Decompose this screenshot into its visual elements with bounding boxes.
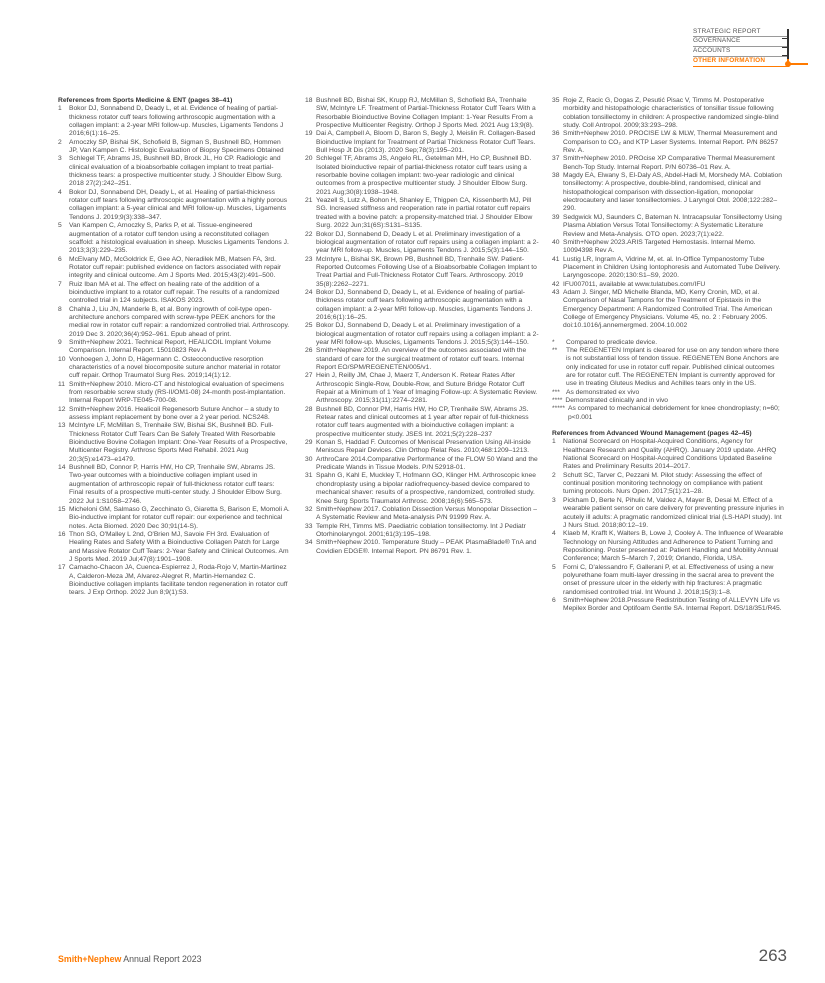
references-column-3 (552, 97, 784, 614)
reference-item (305, 197, 539, 230)
reference-number: 21 (305, 197, 313, 205)
reference-text: Sedgwick MJ, Saunders C, Bateman N. Intracapsular Tonsillectomy Using Plasma Ablation Versus Total Tonsillectomy: A Systematic Literature Review and Meta-Analysis. OTO open. 2023;7(1):e22. (563, 213, 782, 238)
reference-number: 1 (552, 438, 556, 446)
reference-text: Smith+Nephew 2018.Pressure Redistribution Testing of ALLEVYN Life vs Mepilex Border and Optifoam Gentle SA. Internal Report. DS/18/351/R45. (563, 596, 782, 613)
footnote-marker: *** (552, 388, 560, 396)
reference-text: Temple RH, Timms MS. Paediatric coblation tonsillectomy. Int J Pediatr Otorhinolaryngol. 2001;61(3):195–198. (316, 522, 526, 538)
reference-number: 10 (58, 355, 66, 363)
reference-text: Konan S, Haddad F. Outcomes of Meniscal Preservation Using All-inside Meniscus Repair Devices. Clin Orthop Relat Res. 2010;468:1209–1213. (316, 439, 531, 455)
footnote-text: As compared to mechanical debridement for knee chondroplasty; n=60; p<0.001 (568, 405, 780, 421)
reference-text: Schlegel TF, Abrams JS, Bushnell BD, Brock JL, Ho CP. Radiologic and clinical evaluation of a bioabsorbable collagen implant to treat partial-thickness tears: a prospective multicenter study. J Shoulder Elbow Surg. 2018 27(2):242–251. (69, 155, 283, 188)
reference-text: Smith+Nephew 2017. Coblation Dissection Versus Monopolar Dissection – A Systematic Review and Meta-analysis P/N 91999 Rev. A. (316, 505, 537, 522)
nav-active-dot (785, 61, 791, 67)
reference-number: 32 (305, 505, 313, 513)
reference-text: Smith+Nephew 2010. Temperature Study – PEAK PlasmaBlade® TnA and Covidien EDGE®. Internal Report. PN 86791 Rev. 1. (316, 539, 537, 555)
reference-number: 42 (552, 280, 560, 288)
nav-accounts[interactable]: ACCOUNTS (693, 47, 788, 57)
nav-tick (782, 47, 788, 48)
reference-text: McIntyre LF, McMillan S, Trenhaile SW, Bishai SK, Bushnell BD. Full-Thickness Rotator Cuff Tears Can Be Safely Treated With Resorbable Bioinductive Bovine Collagen Implant: One-Year Results of a Prospective, Multicenter Registry. Arthrosc Sports Med Rehabil. 2021 Aug 20;3(5):e1473–e1479. (69, 422, 288, 463)
reference-number: 26 (305, 347, 313, 355)
reference-item (552, 214, 784, 239)
reference-list (552, 438, 784, 613)
nav-tick (782, 38, 788, 39)
reference-text: Schlegel TF, Abrams JS, Angelo RL, Getelman MH, Ho CP, Bushnell BD. Isolated bioinductive repair of partial-thickness rotator cuff tears using a resorbable bovine collagen implant: two-year radiologic and clinical outcomes from a prospective multicenter study. J Shoulder Elbow Surg. 2021 Aug;30(8):1938–1948. (316, 155, 532, 196)
reference-number: 6 (58, 255, 62, 263)
reference-number: 2 (552, 471, 556, 479)
reference-text: Chahla J, Liu JN, Manderle B, et al. Bony ingrowth of coil-type open-architecture anchors compared with screw-type PEEK anchors for the medial row in rotator cuff repair: a randomized controlled trial. Arthroscopy. 2019 Dec 3. 2020;36(4):952–961. Epub ahead of print. (69, 305, 290, 338)
footer-brand (58, 954, 202, 964)
reference-item (305, 347, 539, 372)
reference-text: Magdy EA, Elwany S, El-Daly AS, Abdel-Hadi M, Morshedy MA. Coblation tonsillectomy: A prospective, double-blind, randomised, clinical and histopathological comparison with dissection-ligation, monopolar electrocautery and laser tonsillectomies. J Laryngol Otol. 2008;122:282–290. (563, 172, 782, 213)
reference-text: Bokor DJ, Sonnabend D, Deady L et al. Preliminary investigation of a biological augmentation of rotator cuff repairs using a collagen implant: a 2-year MRI follow-up. Muscles, Ligaments Tendons J. 2015;5(3):144–150. (316, 322, 539, 346)
reference-item (58, 381, 290, 406)
reference-text: Smith+Nephew 2023.ARIS Targeted Hemostasis. Internal Memo. 10094398 Rev A. (563, 238, 756, 255)
reference-number: 22 (305, 230, 313, 238)
reference-item (58, 339, 290, 356)
reference-number: 24 (305, 288, 313, 296)
reference-item (58, 189, 290, 222)
footnote-marker: ***** (552, 405, 566, 413)
reference-item (58, 356, 290, 381)
reference-text: Camacho-Chacon JA, Cuenca-Espierrez J, Roda-Rojo V, Martin-Martinez A, Calderon-Meza JM, Alvarez-Alegret R, Martin-Hernandez C. Bioinductive collagen implants facilitate tendon regeneration in rotator cuff tears. J Exp Orthop. 2022 Jun 8;9(1):53. (69, 564, 288, 597)
reference-number: 40 (552, 238, 560, 246)
footnote-text: The REGENETEN Implant is cleared for use on any tendon where there is not substantial loss of tendon tissue. REGENETEN Bone Anchors are only indicated for use in rotator cuff repair. Published clinical outcomes are for rotator cuff. The REGENETEN Implant is currently approved for use in treating Gluteus Medius and Achilles tears only in the US. (566, 346, 779, 388)
section-heading-sports-medicine: References from Sports Medicine & ENT (pages 38–41) (58, 97, 233, 104)
reference-number: 33 (305, 522, 313, 530)
reference-number: 9 (58, 338, 62, 346)
reference-number: 13 (58, 422, 66, 430)
report-title: Annual Report 2023 (123, 954, 202, 964)
reference-number: 41 (552, 255, 560, 263)
reference-item (552, 239, 784, 256)
reference-number: 28 (305, 405, 313, 413)
reference-item (305, 472, 539, 505)
reference-number: 29 (305, 439, 313, 447)
section-nav (693, 27, 788, 67)
section-heading-advanced-wound: References from Advanced Wound Management (pages 42–45) (552, 430, 752, 438)
reference-text: Dai A, Campbell A, Bloom D, Baron S, Begly J, Meislin R. Collagen-Based Bioinductive Implant for Treatment of Partial Thickness Rotator Cuff Tears. Bull Hosp Jt Dis (2013). 2020 Sep;78(3):195–201. (316, 130, 536, 155)
reference-number: 14 (58, 464, 66, 472)
reference-item (552, 256, 784, 281)
nav-indicator-tail (788, 63, 808, 65)
reference-text: Pickham D, Berte N, Pihulic M, Valdez A, Mayer B, Desai M. Effect of a wearable patient sensor on care delivery for preventing pressure injuries in acutely ill adults: A pragmatic randomized clinical trial (LS-HAPI study). Int J Nurs Stud. 2018;80:12–19. (563, 496, 784, 529)
reference-item (58, 281, 290, 306)
footnote-text: Compared to predicate device. (566, 338, 658, 346)
reference-number: 16 (58, 530, 66, 538)
reference-item (552, 530, 784, 563)
reference-number: 31 (305, 472, 313, 480)
reference-item (58, 105, 290, 138)
reference-number: 7 (58, 280, 62, 288)
reference-number: 19 (305, 130, 313, 138)
nav-other-information[interactable]: OTHER INFORMATION (693, 57, 788, 67)
reference-number: 35 (552, 97, 560, 104)
reference-text: Forni C, D'alessandro F, Gallerani P, et al. Effectiveness of using a new polyurethane foam multi-layer dressing in the sacral area to prevent the onset of pressure ulcer in the elderly with hip fractures: A pragmatic randomised controlled trial. Int Wound J. 2018;15(3):1–8. (563, 563, 775, 596)
reference-text: Bokor DJ, Sonnabend D, Deady L et al. Preliminary investigation of a biological augmentation of rotator cuff repairs using a collagen implant: a 2-year MRI follow-up. Muscles, Ligaments Tendons J. 2015;5(3):144–150. (316, 230, 539, 255)
reference-text: Hein J, Reilly JM, Chae J, Maerz T, Anderson K. Retear Rates After Arthroscopic Single-Row, Double-Row, and Suture Bridge Rotator Cuff Repair at a Minimum of 1 Year of Imaging Follow-up: A Systematic Review. Arthroscopy. 2015;31(11):2274–2281. (316, 372, 538, 405)
reference-number: 38 (552, 172, 560, 180)
reference-number: 3 (58, 155, 62, 163)
reference-list (58, 105, 290, 597)
reference-item (305, 456, 539, 473)
nav-strategic-report[interactable]: STRATEGIC REPORT (693, 27, 788, 37)
footnote (552, 339, 784, 347)
references-column-2 (305, 97, 539, 556)
reference-item (58, 306, 290, 339)
reference-number: 3 (552, 496, 556, 504)
reference-item (552, 130, 784, 155)
reference-item (305, 256, 539, 289)
reference-text: Adam J. Singer, MD Michelle Blanda, MD, Kerry Cronin, MD, et al. Comparison of Nasal Tampons for the Treatment of Epistaxis in the Emergency Department: A Randomized Controlled Trial. The American College of Emergency Physicians. Volume 45, no. 2 : February 2005. doi:10.1016/j.annemergmed. 2004.10.002 (563, 288, 773, 330)
reference-item (552, 564, 784, 597)
reference-item (305, 155, 539, 197)
reference-item (552, 172, 784, 214)
reference-number: 4 (552, 530, 556, 538)
reference-item (552, 597, 784, 614)
reference-text: Van Kampen C, Arnoczky S, Parks P, et al. Tissue-engineered augmentation of a rotator cuff tendon using a reconstituted collagen scaffold: a histological evaluation in sheep. Muscles Ligaments Tendons J. 2013;3(3):229–235. (69, 222, 289, 255)
reference-item (305, 97, 539, 130)
reference-number: 36 (552, 130, 560, 138)
nav-governance[interactable]: GOVERNANCE (693, 37, 788, 47)
footnote-marker: **** (552, 397, 563, 405)
reference-text: Spahn G, Kahl E, Muckley T, Hofmann GO, Klinger HM. Arthroscopic knee chondroplasty using a bipolar radiofrequency-based device compared to mechanical shaver: results of a prospective, randomized, controlled study. Knee Surg Sports Traumatol Arthrosc. 2008;16(6):565–573. (316, 472, 536, 505)
reference-number: 30 (305, 455, 313, 463)
reference-text: National Scorecard on Hospital-Acquired Conditions, Agency for Healthcare Research and Quality (AHRQ). January 2019 update. AHRQ National Scorecard on Hospital-Acquired Conditions Updated Baseline Rates and Preliminary Results 2014–2017. (563, 438, 777, 471)
reference-number: 11 (58, 380, 65, 388)
reference-number: 18 (305, 97, 313, 104)
footnote (552, 347, 784, 389)
reference-item (552, 438, 784, 471)
reference-item (58, 155, 290, 188)
reference-item (58, 222, 290, 255)
page-number: 263 (758, 946, 787, 965)
reference-text: Klaeb M, Krafft K, Walters B, Lowe J, Cooley A. The Influence of Wearable Technology on Nursing Attitudes and Adherence to Patient Turning and Repositioning. Poster presented at: Patient Handling and Mobility Annual Conference; March 5–March 7, 2019; Orlando, Florida, USA. (563, 530, 784, 563)
reference-text: Bushnell BD, Bishai SK, Krupp RJ, McMillan S, Schofield BA, Trenhaile SW, McIntyre LF. Treatment of Partial-Thickness Rotator Cuff Tears With a Resorbable Bioinductive Bovine Collagen Implant: 1-Year Results From a Prospective Multicenter Registry. Orthop J Sports Med. 2021 Aug 13;9(8). (316, 97, 536, 130)
reference-text: Smith+Nephew 2010. PROcise XP Comparative Thermal Measurement Bench-Top Study. Internal Report. P/N 60736–01 Rev. A. (563, 155, 775, 171)
reference-text: Smith+Nephew 2010. Micro-CT and histological evaluation of specimens from resorbable screw study (RS-II/OM1-08) 24-month post-implantation. Internal Report WRP-TE045-700-08. (69, 380, 286, 405)
reference-item (305, 439, 539, 456)
reference-number: 12 (58, 405, 66, 413)
reference-list (305, 97, 539, 556)
reference-number: 8 (58, 305, 62, 313)
reference-item (552, 155, 784, 172)
footnote (552, 397, 784, 405)
reference-item (305, 130, 539, 155)
reference-item (58, 531, 290, 564)
reference-text: Bushnell BD, Connor PM, Harris HW, Ho CP, Trenhaile SW, Abrams JS. Retear rates and clinical outcomes at 1 year after repair of full-thickness rotator cuff tears augmented with a bioinductive collagen implant: a prospective multicenter study. JSES Int. 2021;5(2):228–237 (316, 405, 529, 438)
reference-text: Smith+Nephew 2021. Technical Report, HEALICOIL Implant Volume Comparison. Internal Report. 15010823 Rev A (69, 338, 272, 355)
reference-number: 17 (58, 564, 66, 572)
footnote (552, 389, 784, 397)
reference-item (552, 281, 784, 289)
reference-item (305, 231, 539, 256)
footnote (552, 405, 784, 422)
reference-number: 23 (305, 255, 313, 263)
reference-text: Vonhoegen J, John D, Hägermann C. Osteoconductive resorption characteristics of a novel biocomposite suture anchor material in rotator cuff repair. Orthop Traumatol Surg Res. 2019;14(1):12. (69, 355, 281, 380)
reference-item (552, 289, 784, 331)
reference-text: McIntyre L, Bishai SK, Brown PB, Bushnell BD, Trenhaile SW. Patient-Reported Outcomes Following Use of a Bioabsorbable Collagen Implant to Treat Partial and Full-Thickness Rotator Cuff Tears. Arthroscopy. 2019 35(8):2262–2271. (316, 255, 537, 288)
reference-item (305, 539, 539, 556)
reference-text: Yeazell S, Lutz A, Bohon H, Shanley E, Thigpen CA, Kissenberth MJ, Pill SG. Increased stiffness and reoperation rate in partial rotator cuff repairs treated with a bovine patch: a propensity-matched trial. J Shoulder Elbow Surg. 2022 Jun;31(6S):S131–S135. (316, 197, 533, 230)
reference-text: Bokor DJ, Sonnabend D, Deady L, et al. Evidence of healing of partial-thickness rotator cuff tears following arthroscopic augmentation with a collagen implant: a 2-year MRI follow-up. Muscles, Ligaments Tendons J. 2016;6(1):16–25. (316, 288, 533, 321)
reference-item (552, 97, 784, 130)
reference-item (58, 139, 290, 156)
reference-item (58, 406, 290, 423)
reference-item (305, 406, 539, 439)
footnote-marker: ** (552, 346, 558, 354)
reference-item (305, 372, 539, 405)
nav-tick (782, 55, 788, 56)
reference-number: 5 (552, 563, 556, 571)
reference-number: 20 (305, 155, 313, 163)
reference-number: 15 (58, 505, 66, 513)
reference-number: 6 (552, 596, 556, 604)
reference-number: 27 (305, 372, 313, 380)
reference-text: McElvany MD, McGoldrick E, Gee AO, Neradilek MB, Matsen FA, 3rd. Rotator cuff repair: published evidence on factors associated with repair integrity and clinical outcome. Am J Sports Med. 2015;43(2):491–500. (69, 255, 282, 280)
reference-item (552, 472, 784, 497)
reference-text: Bokor DJ, Sonnabend DH, Deady L, et al. Healing of partial-thickness rotator cuff tears following arthroscopic augmentation with a highly porous collagen implant: a 5-year clinical and MRI follow-up. Muscles, Ligaments Tendons J. 2019;9(3):338–347. (69, 188, 288, 221)
reference-item (58, 564, 290, 597)
reference-text: Bushnell BD, Connor P, Harris HW, Ho CP, Trenhaile SW, Abrams JS. Two-year outcomes with a bioinductive collagen implant used in augmentation of arthroscopic repair of full-thickness rotator cuff tears: Final results of a prospective multi-center study. J Shoulder Elbow Surg. 2022 Jul 1:S1058–2746. (69, 464, 282, 505)
reference-text: Thon SG, O'Malley L 2nd, O'Brien MJ, Savoie FH 3rd. Evaluation of Healing Rates and Safety With a Bioinductive Collagen Patch for Large and Massive Rotator Cuff Tears: 2-Year Safety and Clinical Outcomes. Am J Sports Med. 2019 Jul;47(8):1901–1908. (69, 530, 289, 563)
reference-text: IFU007011, available at www.tulatubes.com/IFU (563, 280, 706, 288)
reference-item (305, 506, 539, 523)
reference-text: Smith+Nephew 2019. An overview of the outcomes associated with the standard of care for the surgical treatment of rotator cuff tears. Internal Report EO/SPM/REGENETEN/005/v1. (316, 347, 527, 371)
reference-text: Smith+Nephew 2016. Healicoil Regenesorb Suture Anchor – a study to assess implant replacement by bone over a 2 year period. NCS248. (69, 405, 280, 422)
reference-text: Arnoczky SP, Bishai SK, Schofield B, Sigman S, Bushnell BD, Hommen JP, Van Kampen C. Histologic Evaluation of Biopsy Specimens Obtained (69, 138, 284, 155)
reference-text: ArthroCare 2014.Comparative Performance of the FLOW 50 Wand and the Predicate Wands in Tissue Models. P/N 52918-01. (316, 455, 538, 472)
reference-text: Bokor DJ, Sonnabend D, Deady L, et al. Evidence of healing of partial-thickness rotator cuff tears following arthroscopic augmentation with a collagen implant: a 2-year MRI follow-up. Muscles, Ligaments Tendons J 2016;6(1):16–25. (69, 105, 284, 138)
reference-number: 5 (58, 222, 62, 230)
reference-number: 2 (58, 138, 62, 146)
reference-number: 43 (552, 288, 560, 296)
footnotes (552, 339, 784, 422)
footnote-text: As demonstrated ex vivo (566, 388, 640, 396)
reference-item (58, 506, 290, 531)
reference-text: Micheloni GM, Salmaso G, Zecchinato G, Giaretta S, Barison E, Momoli A. Bio-inductive implant for rotator cuff repair: our experience and technical notes. Acta Biomed. 2020 Dec 30;91(14-S). (69, 505, 290, 530)
reference-text: Schutt SC, Tarver C, Pezzani M. Pilot study: Assessing the effect of continual position monitoring technology on compliance with patient turning protocols. Nurs Open. 2017;5(1):21–28. (563, 471, 763, 496)
reference-text: Lustig LR, Ingram A, Vidrine M, et. al. In-Office Tympanostomy Tube Placement in Children Using Iontophoresis and Automated Tube Delivery. Laryngoscope. 2020;130:S1–S9, 2020. (563, 255, 781, 280)
reference-item (305, 523, 539, 540)
footnote-marker: * (552, 338, 555, 346)
reference-item (305, 322, 539, 347)
reference-text: Roje Z, Racic G, Dogas Z, Pesutić Pisac V, Timms M. Postoperative morbidity and histopathologic characteristics of tonsillar tissue following coblation tonsillectomy in children: A prospective randomized single-blind study. Coll Antropol. 2009;33:293–298. (563, 97, 779, 130)
footnote-text: Demonstrated clinically and in vivo (565, 397, 669, 405)
reference-number: 1 (58, 105, 62, 113)
reference-number: 25 (305, 322, 313, 330)
reference-item (58, 422, 290, 464)
reference-text: Ruiz Iban MA et al. The effect on healing rate of the addition of a bioinductive implant to a rotator cuff repair. The results of a randomized controlled trial in 124 subjects. ISAKOS 2023. (69, 280, 280, 305)
reference-number: 39 (552, 213, 560, 221)
reference-number: 37 (552, 155, 560, 163)
reference-number: 4 (58, 188, 62, 196)
brand-name: Smith+Nephew (58, 954, 122, 964)
reference-number: 34 (305, 539, 313, 547)
references-column-1 (58, 97, 290, 598)
reference-item (305, 289, 539, 322)
reference-item (58, 256, 290, 281)
reference-item (58, 464, 290, 506)
reference-text: Smith+Nephew 2010. PROCISE LW & MLW, Thermal Measurement and Comparison to CO₂ and KTP Laser Systems. Internal Report. P/N 86257 Rev. A. (563, 130, 779, 155)
reference-item (552, 497, 784, 530)
reference-list (552, 97, 784, 331)
